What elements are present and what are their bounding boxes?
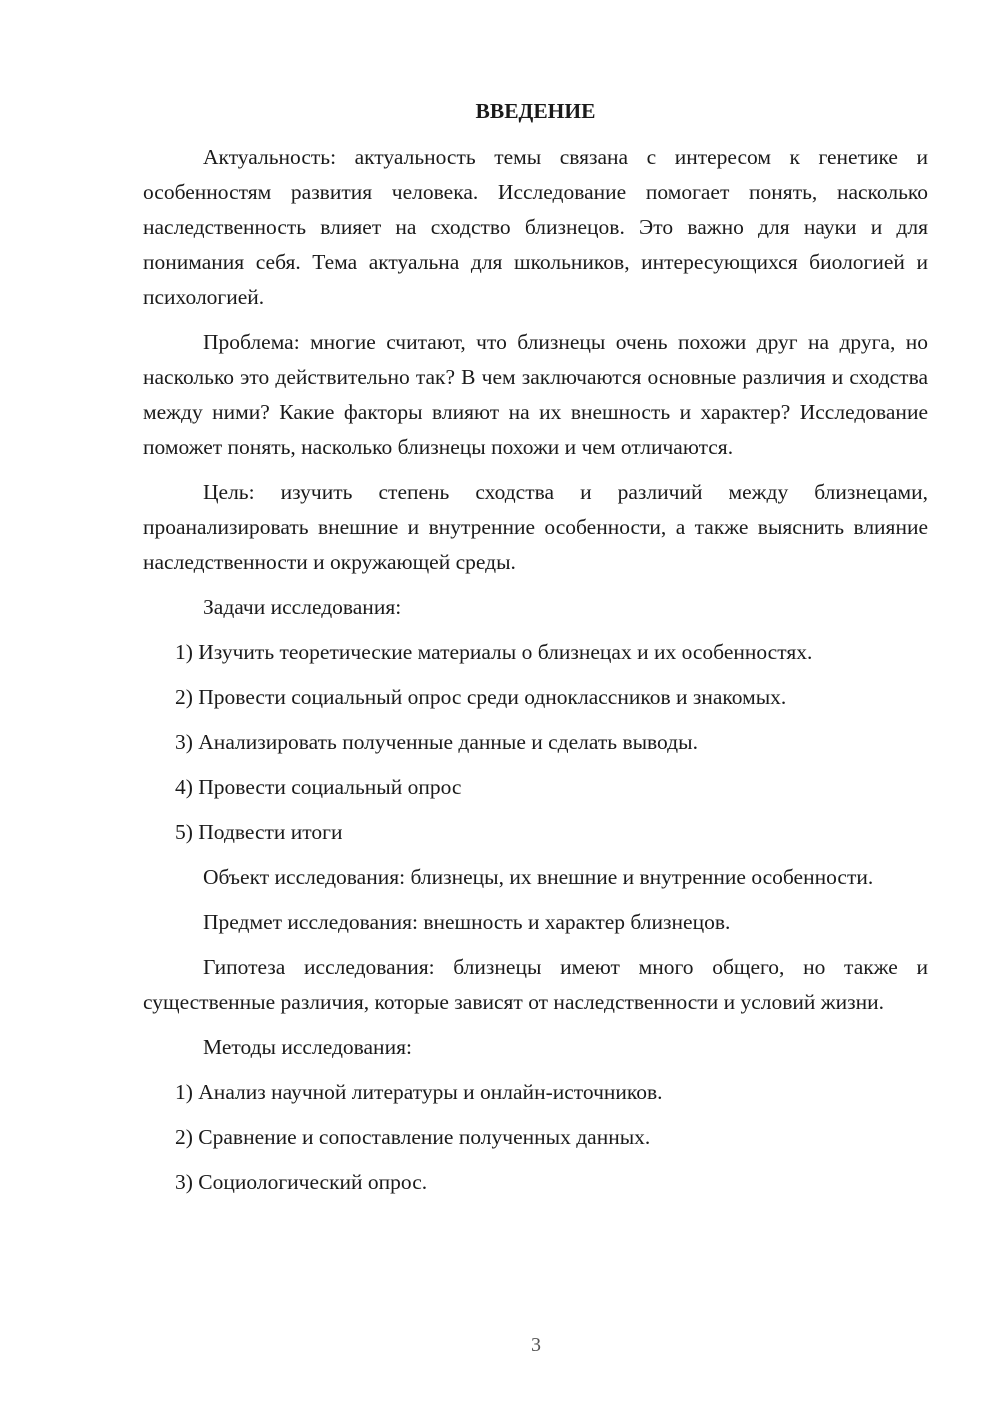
list-item: 2) Провести социальный опрос среди одноклассников и знакомых. xyxy=(175,685,787,709)
list-item: 3) Социологический опрос. xyxy=(175,1170,428,1194)
tasks-heading: Задачи исследования: xyxy=(203,595,402,619)
paragraph-hypothesis: Гипотеза исследования: близнецы имеют много общего, но также и существенные различия, которые зависят от наследственности и условий жизни. xyxy=(143,955,928,1014)
section-title: ВВЕДЕНИЕ xyxy=(475,99,596,123)
tasks-list xyxy=(143,635,928,850)
paragraph-object: Объект исследования: близнецы, их внешние и внутренние особенности. xyxy=(203,865,874,889)
paragraph-goal: Цель: изучить степень сходства и различий между близнецами, проанализировать внешние и внутренние особенности, а также выяснить влияние наследственности и окружающей среды. xyxy=(143,480,928,574)
paragraph-subject: Предмет исследования: внешность и характер близнецов. xyxy=(203,910,731,934)
page-number: 3 xyxy=(531,1334,541,1356)
paragraph-problem: Проблема: многие считают, что близнецы очень похожи друг на друга, но насколько это действительно так? В чем заключаются основные различия и сходства между ними? Какие факторы влияют на их внешность и характер? Исследование поможет понять, насколько близнецы похожи и чем отличаются. xyxy=(143,330,928,459)
list-item: 3) Анализировать полученные данные и сделать выводы. xyxy=(175,730,698,754)
list-item: 1) Анализ научной литературы и онлайн-источников. xyxy=(175,1080,663,1104)
methods-list xyxy=(143,1075,928,1200)
list-item: 1) Изучить теоретические материалы о близнецах и их особенностях. xyxy=(175,640,813,664)
list-item: 5) Подвести итоги xyxy=(175,820,343,844)
paragraph-relevance: Актуальность: актуальность темы связана с интересом к генетике и особенностям развития человека. Исследование помогает понять, насколько наследственность влияет на сходство близнецов. Это важно для науки и для понимания себя. Тема актуальна для школьников, интересующихся биологией и психологией. xyxy=(143,145,928,309)
list-item: 4) Провести социальный опрос xyxy=(175,775,462,799)
list-item: 2) Сравнение и сопоставление полученных данных. xyxy=(175,1125,651,1149)
document-page xyxy=(143,96,928,1210)
methods-heading: Методы исследования: xyxy=(203,1035,412,1059)
